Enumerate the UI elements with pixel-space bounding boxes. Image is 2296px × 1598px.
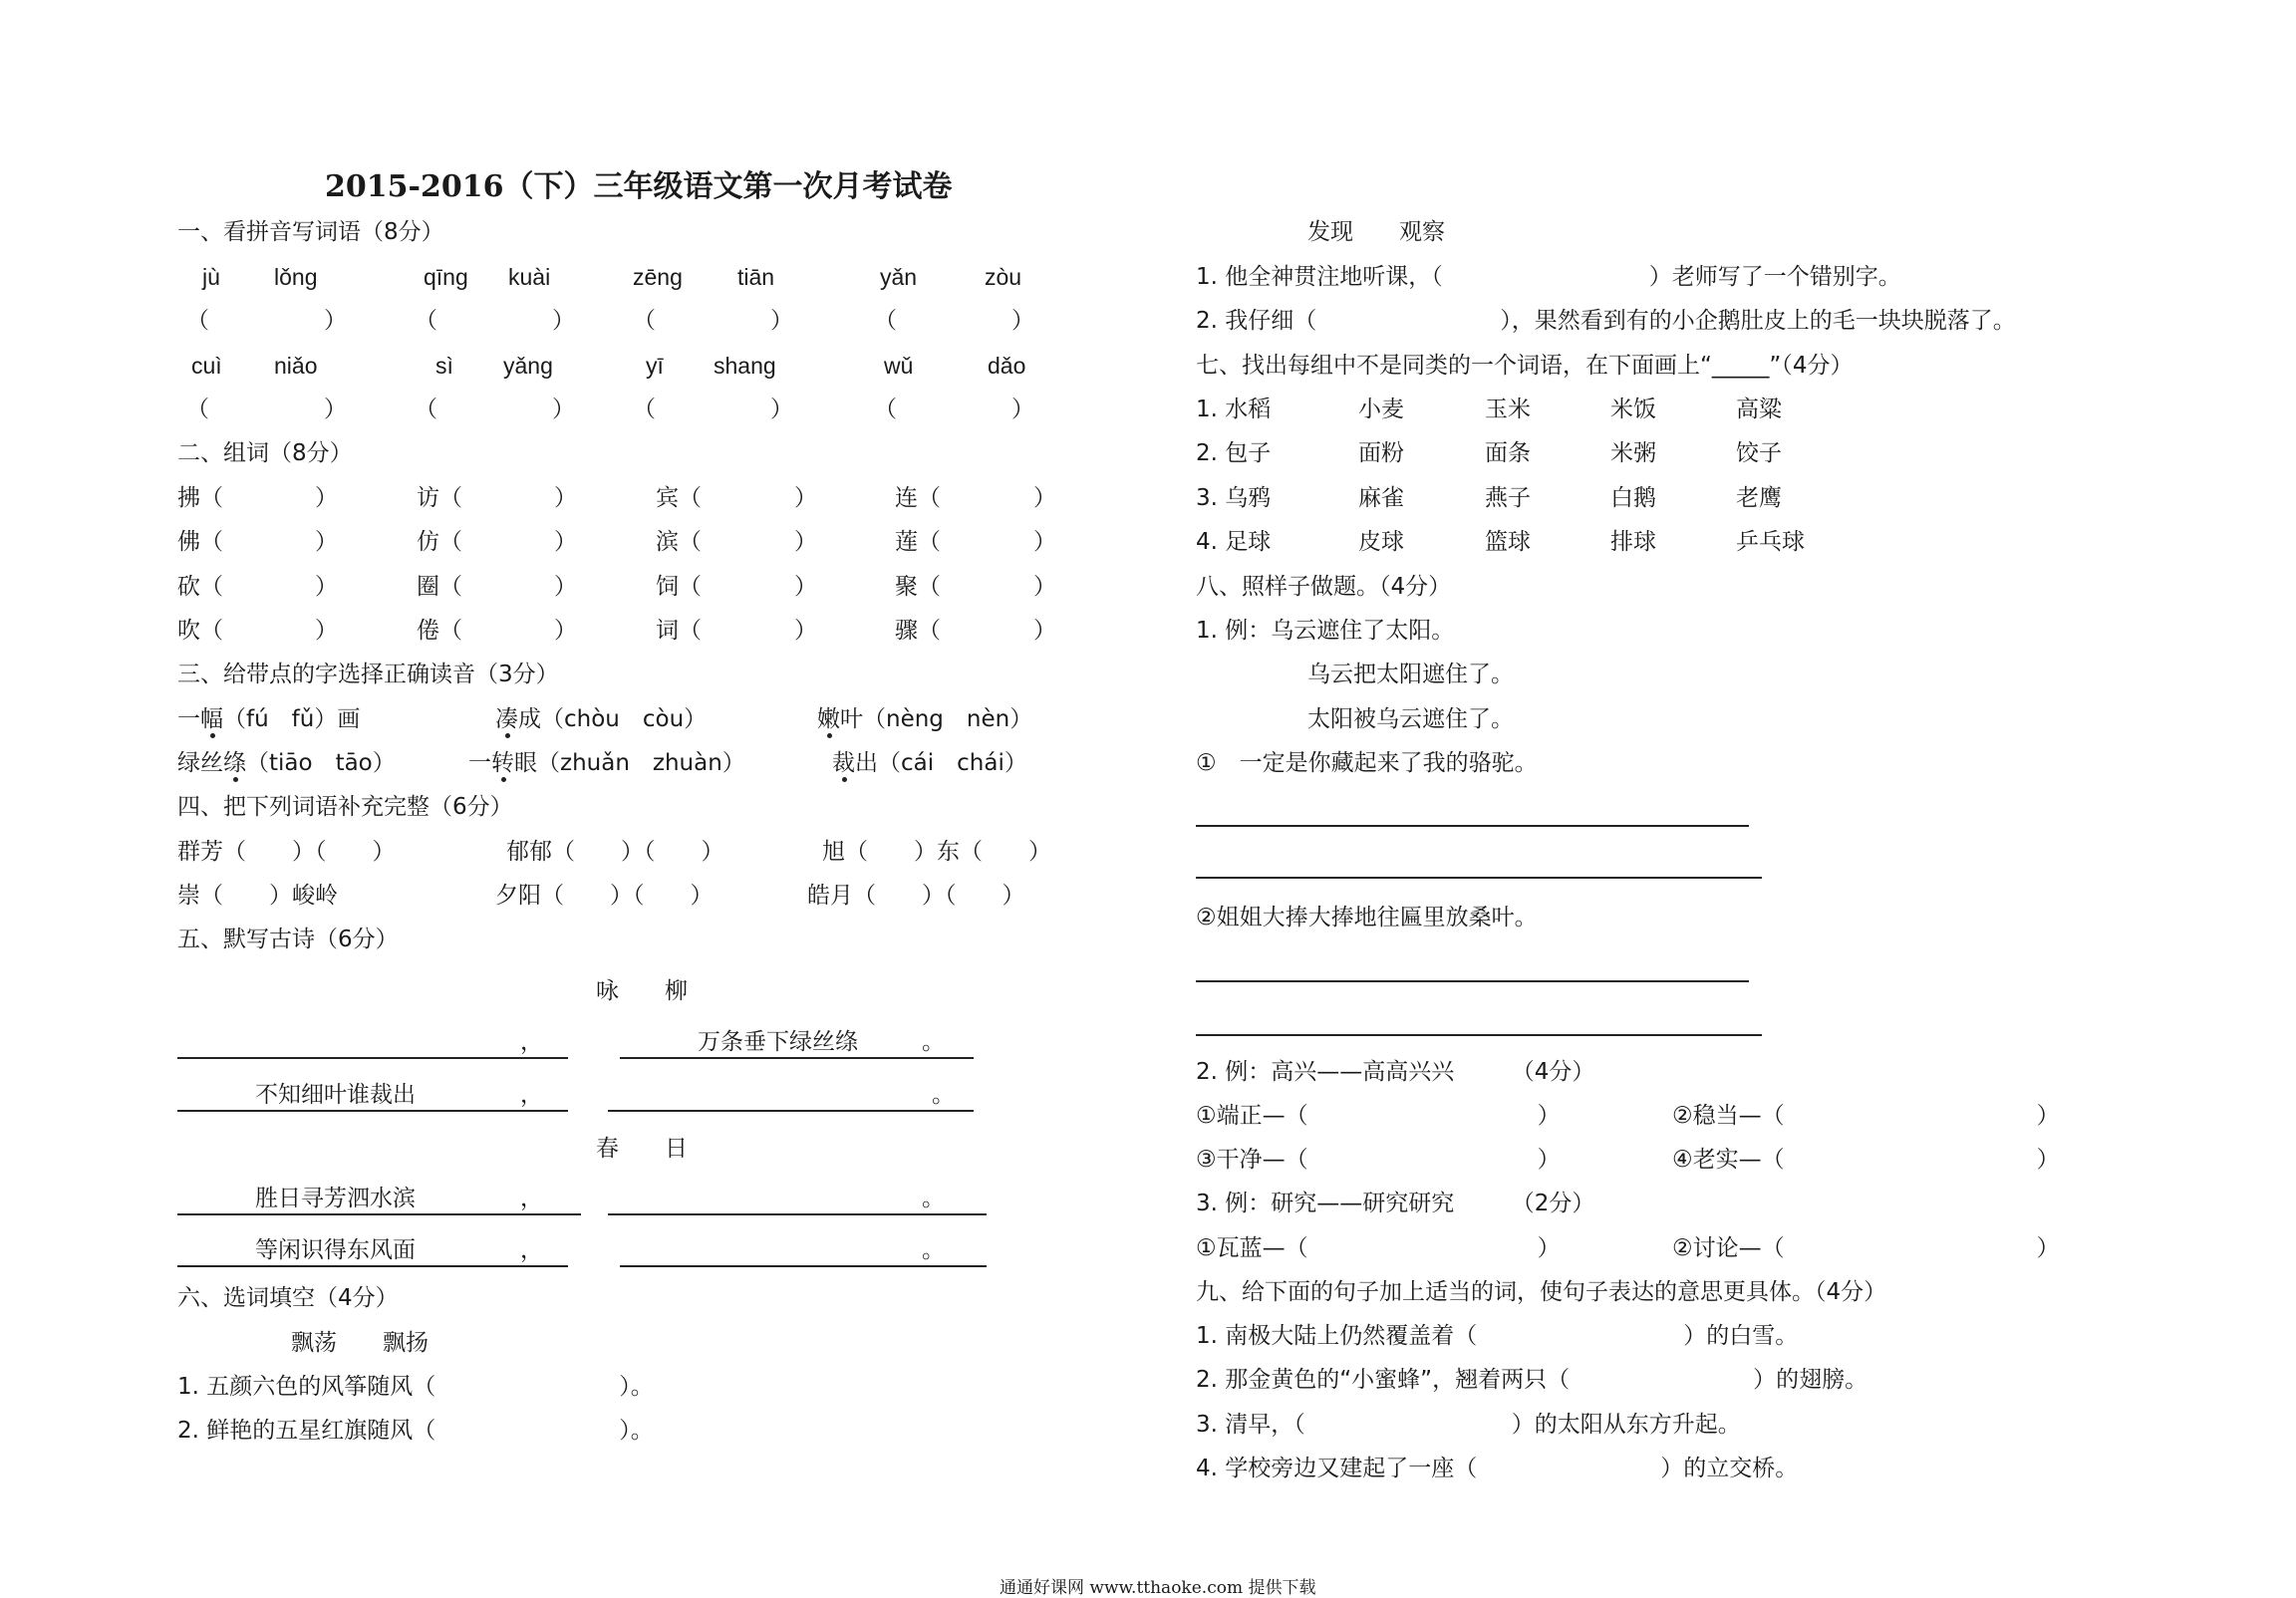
fill-question[interactable]: 3. 清早，（ ）的太阳从东方升起。 (1196, 1412, 1741, 1438)
answer-paren[interactable]: （ ） (415, 308, 575, 334)
pinyin: zòu (985, 264, 1022, 290)
pronunciation-item[interactable]: 嫩叶（nèng nèn） (817, 706, 1033, 732)
pronunciation-item[interactable]: 一转眼（zhuǎn zhuàn） (468, 750, 745, 776)
word-item[interactable]: 小麦 (1358, 397, 1404, 422)
idiom-item[interactable]: 旭（ ）东（ ） (822, 839, 1051, 865)
idiom-item[interactable]: 群芳（ ）（ ） (177, 839, 396, 865)
rewrite-question: ① 一定是你藏起来了我的骆驼。 (1196, 750, 1538, 776)
close-paren: ） (1033, 574, 1056, 600)
comma: ， (520, 1082, 543, 1108)
answer-paren[interactable]: （ ） (186, 397, 347, 422)
pinyin: yǎn (880, 264, 918, 290)
fill-question[interactable]: ③干净—（ ） (1196, 1147, 1561, 1173)
answer-paren[interactable]: （ ） (415, 397, 575, 422)
dotted-char: 幅 (200, 706, 223, 732)
section-heading: 五、默写古诗（6分） (177, 927, 399, 952)
compose-word-item[interactable]: 佛（ (177, 529, 223, 555)
close-paren: ） (554, 574, 577, 600)
answer-line[interactable] (620, 1265, 987, 1267)
section-heading: 一、看拼音写词语（8分） (177, 219, 444, 245)
word-item[interactable]: 1. 水稻 (1196, 397, 1272, 422)
fill-question[interactable]: ①端正—（ ） (1196, 1103, 1561, 1129)
answer-line (177, 1110, 568, 1112)
pronunciation-item[interactable]: 裁出（cái chái） (832, 750, 1027, 776)
section-heading: 八、照样子做题。（4分） (1196, 574, 1452, 600)
pinyin: sì (435, 353, 453, 379)
pinyin: qīng (424, 264, 468, 290)
fill-question[interactable]: 1. 他全神贯注地听课，（ ）老师写了一个错别字。 (1196, 264, 1901, 290)
period: 。 (922, 1029, 945, 1055)
idiom-item[interactable]: 崇（ ）峻岭 (177, 883, 338, 909)
close-paren: ） (315, 485, 338, 511)
word-item[interactable]: 米饭 (1610, 397, 1656, 422)
pronunciation-item[interactable]: 凑成（chòu còu） (495, 706, 708, 732)
compose-word-item[interactable]: 滨（ (656, 529, 702, 555)
dotted-char: 转 (491, 750, 514, 776)
pinyin: zēng (633, 264, 683, 290)
fill-question[interactable]: 2. 那金黄色的“小蜜蜂”，翘着两只（ ）的翅膀。 (1196, 1367, 1868, 1393)
word-choices: 飘荡 飘扬 (291, 1330, 429, 1356)
example-text: 1. 例：乌云遮住了太阳。 (1196, 618, 1455, 644)
poem-line-given: 不知细叶谁裁出 (255, 1082, 416, 1108)
fill-question[interactable]: 1. 南极大陆上仍然覆盖着（ ）的白雪。 (1196, 1323, 1799, 1349)
compose-word-item[interactable]: 仿（ (417, 529, 462, 555)
word-item[interactable]: 乒乓球 (1736, 529, 1805, 555)
answer-paren[interactable]: （ ） (633, 397, 793, 422)
page-footer: 通通好课网 www.tthaoke.com 提供下载 (1000, 1578, 1316, 1598)
compose-word-item[interactable]: 词（ (656, 618, 702, 644)
example-text: 3. 例：研究——研究研究 （2分） (1196, 1191, 1595, 1216)
example-text: 2. 例：高兴——高高兴兴 （4分） (1196, 1059, 1595, 1085)
close-paren: ） (1033, 529, 1056, 555)
poem-line-given: 胜日寻芳泗水滨 (255, 1186, 416, 1211)
compose-word-item[interactable]: 聚（ (895, 574, 941, 600)
answer-line[interactable] (1196, 825, 1749, 827)
period: 。 (922, 1237, 945, 1263)
pinyin: tiān (737, 264, 775, 290)
answer-line[interactable] (177, 1057, 568, 1059)
answer-paren[interactable]: （ ） (874, 308, 1034, 334)
comma: ， (520, 1186, 543, 1211)
word-item[interactable]: 麻雀 (1358, 485, 1404, 511)
fill-question[interactable]: ①瓦蓝—（ ） (1196, 1235, 1561, 1261)
dotted-char: 裁 (832, 750, 855, 776)
pinyin: shang (714, 353, 776, 379)
word-item[interactable]: 面条 (1485, 440, 1531, 466)
compose-word-item[interactable]: 访（ (417, 485, 462, 511)
poem-line-given: 等闲识得东风面 (255, 1237, 416, 1263)
example-text: 乌云把太阳遮住了。 (1307, 662, 1514, 687)
pinyin: cuì (191, 353, 222, 379)
answer-line[interactable] (608, 1213, 987, 1215)
word-item[interactable]: 2. 包子 (1196, 440, 1272, 466)
answer-line[interactable] (1196, 877, 1762, 879)
period: 。 (922, 1186, 945, 1211)
word-item[interactable]: 燕子 (1485, 485, 1531, 511)
compose-word-item[interactable]: 倦（ (417, 618, 462, 644)
pinyin: niǎo (274, 353, 318, 379)
word-choices: 发现 观察 (1307, 219, 1445, 245)
answer-paren[interactable]: （ ） (186, 308, 347, 334)
dotted-char: 绦 (223, 750, 246, 776)
compose-word-item[interactable]: 宾（ (656, 485, 702, 511)
idiom-item[interactable]: 郁郁（ ）（ ） (506, 839, 724, 865)
compose-word-item[interactable]: 饲（ (656, 574, 702, 600)
section-heading: 二、组词（8分） (177, 440, 353, 466)
compose-word-item[interactable]: 圈（ (417, 574, 462, 600)
compose-word-item[interactable]: 连（ (895, 485, 941, 511)
fill-question[interactable]: ④老实—（ ） (1672, 1147, 2060, 1173)
word-item[interactable]: 4. 足球 (1196, 529, 1272, 555)
close-paren: ） (794, 529, 817, 555)
fill-question[interactable]: 2. 我仔细（ ），果然看到有的小企鹅肚皮上的毛一块块脱落了。 (1196, 308, 2016, 334)
word-item[interactable]: 3. 乌鸦 (1196, 485, 1272, 511)
word-item[interactable]: 面粉 (1358, 440, 1404, 466)
word-item[interactable]: 饺子 (1736, 440, 1782, 466)
compose-word-item[interactable]: 砍（ (177, 574, 223, 600)
rewrite-question: ②姐姐大捧大捧地往匾里放桑叶。 (1196, 905, 1538, 931)
answer-line[interactable] (1196, 980, 1749, 982)
word-item[interactable]: 老鹰 (1736, 485, 1782, 511)
pronunciation-item[interactable]: 绿丝绦（tiāo tāo） (177, 750, 396, 776)
word-item[interactable]: 皮球 (1358, 529, 1404, 555)
section-heading: 六、选词填空（4分） (177, 1285, 399, 1311)
fill-question[interactable]: 2. 鲜艳的五星红旗随风（ ）。 (177, 1418, 654, 1444)
example-text: 太阳被乌云遮住了。 (1307, 706, 1514, 732)
close-paren: ） (794, 485, 817, 511)
compose-word-item[interactable]: 吹（ (177, 618, 223, 644)
pinyin: kuài (508, 264, 551, 290)
close-paren: ） (1033, 485, 1056, 511)
close-paren: ） (554, 485, 577, 511)
pinyin: lǒng (274, 264, 318, 290)
poem-title: 咏 柳 (596, 978, 688, 1004)
word-item[interactable]: 米粥 (1610, 440, 1656, 466)
close-paren: ） (554, 529, 577, 555)
period: 。 (932, 1082, 955, 1108)
close-paren: ） (554, 618, 577, 644)
section-heading: 九、给下面的句子加上适当的词，使句子表达的意思更具体。（4分） (1196, 1279, 1887, 1305)
fill-question[interactable]: ②讨论—（ ） (1672, 1235, 2060, 1261)
close-paren: ） (315, 574, 338, 600)
idiom-item[interactable]: 夕阳（ ）（ ） (495, 883, 714, 909)
dotted-char: 凑 (495, 706, 518, 732)
idiom-item[interactable]: 皓月（ ）（ ） (807, 883, 1025, 909)
answer-paren[interactable]: （ ） (633, 308, 793, 334)
pinyin: dǎo (988, 353, 1026, 379)
poem-line-given: 万条垂下绿丝绦 (698, 1029, 858, 1055)
page-title: 2015-2016（下）三年级语文第一次月考试卷 (325, 169, 953, 204)
comma: ， (520, 1237, 543, 1263)
compose-word-item[interactable]: 拂（ (177, 485, 223, 511)
word-item[interactable]: 篮球 (1485, 529, 1531, 555)
section-heading: 七、找出每组中不是同类的一个词语，在下面画上“_____”（4分） (1196, 353, 1854, 379)
word-item[interactable]: 高粱 (1736, 397, 1782, 422)
answer-line (177, 1213, 581, 1215)
pinyin: yī (646, 353, 664, 379)
comma: ， (520, 1029, 543, 1055)
pinyin: wǔ (884, 353, 914, 379)
fill-question[interactable]: 4. 学校旁边又建起了一座（ ）的立交桥。 (1196, 1456, 1799, 1481)
poem-title: 春 日 (596, 1136, 688, 1162)
compose-word-item[interactable]: 莲（ (895, 529, 941, 555)
close-paren: ） (315, 529, 338, 555)
close-paren: ） (794, 618, 817, 644)
answer-line (177, 1265, 568, 1267)
close-paren: ） (315, 618, 338, 644)
answer-line[interactable] (1196, 1034, 1762, 1036)
fill-question[interactable]: 1. 五颜六色的风筝随风（ ）。 (177, 1374, 654, 1400)
pronunciation-item[interactable]: 一幅（fú fǔ）画 (177, 706, 361, 732)
section-heading: 四、把下列词语补充完整（6分） (177, 794, 513, 820)
answer-paren[interactable]: （ ） (874, 397, 1034, 422)
answer-line (620, 1057, 974, 1059)
fill-question[interactable]: ②稳当—（ ） (1672, 1103, 2060, 1129)
word-item[interactable]: 玉米 (1485, 397, 1531, 422)
word-item[interactable]: 排球 (1610, 529, 1656, 555)
dotted-char: 嫩 (817, 706, 840, 732)
pinyin: jù (202, 264, 220, 290)
pinyin: yǎng (503, 353, 553, 379)
section-heading: 三、给带点的字选择正确读音（3分） (177, 662, 559, 687)
close-paren: ） (1033, 618, 1056, 644)
compose-word-item[interactable]: 骤（ (895, 618, 941, 644)
answer-line[interactable] (608, 1110, 974, 1112)
word-item[interactable]: 白鹅 (1610, 485, 1656, 511)
close-paren: ） (794, 574, 817, 600)
